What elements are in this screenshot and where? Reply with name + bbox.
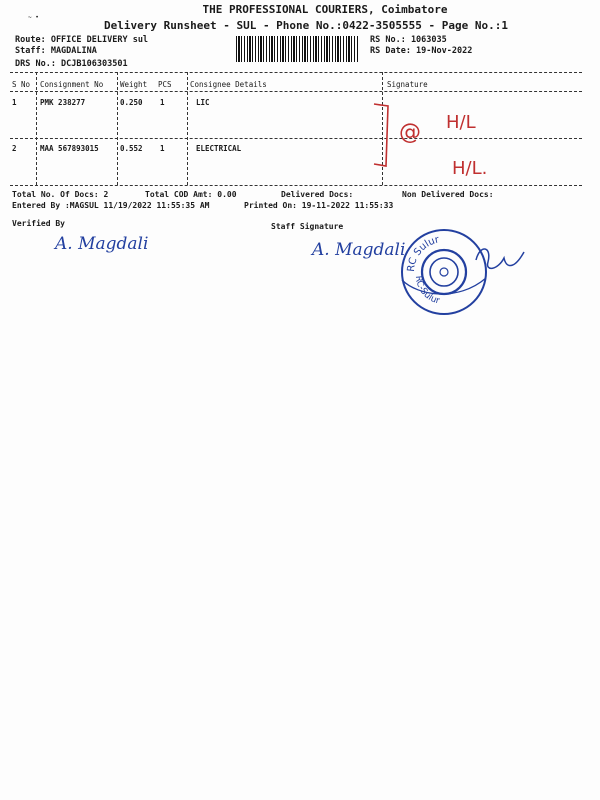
svg-text:RC-Sulur	[413, 275, 441, 306]
cell-consignment: PMK 238277	[40, 98, 86, 107]
col-header-pcs: PCS	[158, 80, 172, 89]
cell-consignment: MAA 567893015	[40, 144, 99, 153]
col-header-weight: Weight	[120, 80, 148, 89]
cell-sno: 2	[12, 144, 17, 153]
route-line: Route: OFFICE DELIVERY sul	[15, 35, 149, 45]
red-bracket-mark	[370, 100, 400, 172]
cell-weight: 0.250	[120, 98, 143, 107]
runsheet-title: Delivery Runsheet - SUL - Phone No.:0422-3505555 - Page No.:1	[104, 19, 508, 32]
total-docs: Total No. Of Docs: 2	[12, 190, 109, 199]
stamp-top-text: RC Sulur	[405, 234, 441, 273]
corner-mark: ~ •	[28, 14, 39, 21]
red-hl-mark: H/L.	[452, 158, 488, 179]
cell-consignee: LIC	[196, 98, 210, 107]
header-bottom-rule	[10, 91, 582, 92]
printed-on: Printed On: 19-11-2022 11:55:33	[244, 201, 394, 210]
red-hl-mark: H/L	[446, 112, 476, 133]
col-header-consignment: Consignment No	[40, 80, 104, 89]
staff-signature: A. Magdali	[312, 240, 406, 260]
cell-consignee: ELECTRICAL	[196, 144, 242, 153]
staff-line: Staff: MAGDALINA	[15, 46, 97, 56]
verified-signature: A. Magdali	[55, 234, 149, 254]
drs-line: DRS No.: DCJB106303501	[15, 59, 128, 69]
barcode	[236, 36, 358, 62]
rc-sulur-stamp	[398, 226, 490, 318]
entered-by: Entered By :MAGSUL 11/19/2022 11:55:35 AM	[12, 201, 210, 210]
total-cod: Total COD Amt: 0.00	[145, 190, 237, 199]
red-at-mark: @	[399, 120, 421, 145]
col-header-signature: Signature	[387, 80, 428, 89]
col-header-sno: S No	[12, 80, 31, 89]
non-delivered-docs: Non Delivered Docs:	[402, 190, 494, 199]
col-divider	[187, 72, 188, 185]
table-top-rule	[10, 72, 582, 73]
verified-by-label: Verified By	[12, 219, 65, 228]
cell-pcs: 1	[160, 98, 165, 107]
cell-pcs: 1	[160, 144, 165, 153]
delivered-docs: Delivered Docs:	[281, 190, 354, 199]
col-divider	[36, 72, 37, 185]
cell-weight: 0.552	[120, 144, 143, 153]
stamp-bottom-text: RC-Sulur	[412, 275, 441, 307]
table-bottom-rule	[10, 185, 582, 186]
col-header-consignee: Consignee Details	[190, 80, 267, 89]
col-divider	[117, 72, 118, 185]
staff-signature-label: Staff Signature	[271, 222, 344, 231]
cell-sno: 1	[12, 98, 17, 107]
rs-number: RS No.: 1063035	[370, 35, 447, 45]
row-separator	[10, 138, 582, 139]
company-title: THE PROFESSIONAL COURIERS, Coimbatore	[202, 3, 448, 16]
rs-date: RS Date: 19-Nov-2022	[370, 46, 473, 56]
